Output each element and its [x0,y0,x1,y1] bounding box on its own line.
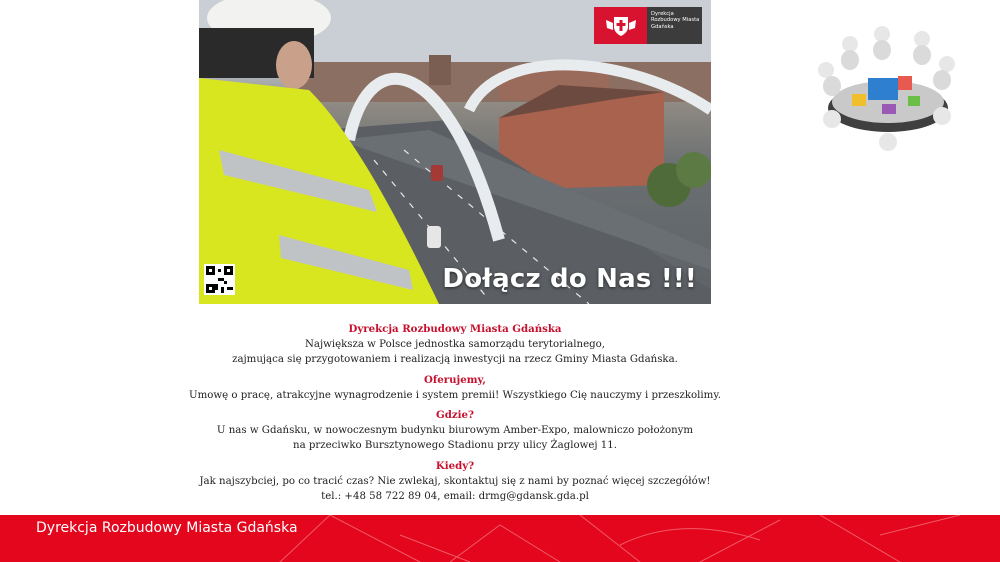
where-text: U nas w Gdańsku, w nowoczesnym budynku biurowym Amber-Expo, malowniczo położonym [216,425,694,437]
crest-icon [594,7,647,44]
hero-banner [199,0,711,304]
offer-text: Umowę o pracę, atrakcyjne wynagrodzenie i system premii! Wszystkiego Cię nauczymy i przeszkolimy. [189,389,721,401]
footer-bar [0,515,1000,562]
when-heading: Kiedy? [435,459,475,472]
where-text: na przeciwko Bursztynowego Stadionu przy ulicy Żaglowej 11. [293,440,617,452]
offer-heading: Oferujemy, [424,373,486,386]
team-meeting-illustration [812,24,964,156]
join-us-headline: Dołącz do Nas !!! [442,264,697,294]
logo-badge [594,7,702,44]
when-text: Jak najszybciej, po co tracić czas? Nie zwlekaj, skontaktuj się z nami by poznać więcej szczegółów! [199,475,711,487]
hero-photo [199,0,711,304]
where-heading: Gdzie? [436,409,474,422]
org-description-line: Największa w Polsce jednostka samorządu terytorialnego, [304,339,606,351]
org-name-heading: Dyrekcja Rozbudowy Miasta Gdańska [348,323,562,335]
org-description-line: zajmująca się przygotowaniem i realizacją inwestycji na rzecz Gminy Miasta Gdańska. [232,354,678,366]
footer-org-label: Dyrekcja Rozbudowy Miasta Gdańska [36,520,298,536]
job-offer-info [150,322,760,504]
contact-line[interactable]: tel.: +48 58 722 89 04, email: drmg@gdansk.gda.pl [321,491,589,503]
logo-text: Dyrekcja Rozbudowy Miasta Gdańska [651,11,700,30]
qr-code-icon[interactable] [204,264,235,295]
